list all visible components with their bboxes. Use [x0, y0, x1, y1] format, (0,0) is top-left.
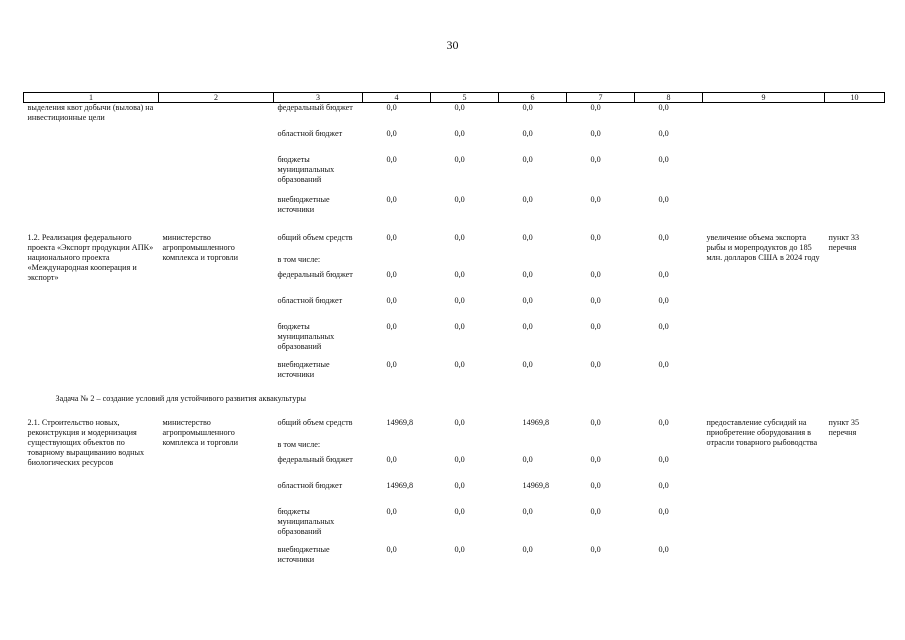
value-cell: 0,0	[386, 506, 397, 516]
funding-source: федеральный бюджет	[277, 269, 353, 279]
funding-source: федеральный бюджет	[277, 454, 353, 464]
value-cell: 0,0	[454, 128, 465, 138]
funding-source: областной бюджет	[277, 128, 343, 138]
reference-cell: пункт 35 перечня	[828, 417, 860, 437]
value-cell: 0,0	[454, 454, 465, 464]
value-cell: 0,0	[454, 321, 465, 331]
value-cell: 0,0	[454, 194, 465, 204]
funding-source: внебюджетные источники	[277, 544, 330, 564]
value-cell: 0,0	[590, 417, 601, 427]
value-cell: 0,0	[658, 295, 669, 305]
measure-title: 2.1. Строительство новых, реконструкция и модернизация существующих объектов по товарному выращиванию водных биологических ресурсов	[27, 417, 145, 467]
value-cell: 0,0	[386, 359, 397, 369]
value-cell: 0,0	[590, 321, 601, 331]
executor-cell	[159, 103, 274, 221]
value-cell: 0,0	[386, 295, 397, 305]
funding-source: общий объем средств	[277, 417, 353, 427]
value-cell: 0,0	[658, 269, 669, 279]
result-cell	[703, 103, 825, 221]
value-cell: 0,0	[522, 128, 533, 138]
task-row	[24, 382, 885, 418]
value-cell: 0,0	[522, 321, 533, 331]
task-heading: Задача № 2 – создание условий для устойчивого развития аквакультуры	[55, 393, 306, 403]
value-cell: 0,0	[454, 154, 465, 164]
value-cell: 0,0	[658, 128, 669, 138]
executor-cell: министерство агропромышленного комплекса и торговли	[162, 232, 239, 262]
value-cell: 0,0	[658, 321, 669, 331]
value-cell: 0,0	[590, 154, 601, 164]
value-cell: 0,0	[658, 506, 669, 516]
funding-source: внебюджетные источники	[277, 359, 330, 379]
value-cell: 14969,8	[522, 480, 550, 490]
reference-cell: пункт 33 перечня	[828, 232, 860, 252]
value-cell: 0,0	[522, 154, 533, 164]
value-cell: 0,0	[658, 103, 669, 112]
funding-source: бюджеты муниципальных образований	[277, 506, 335, 536]
value-cell: 0,0	[590, 103, 601, 112]
value-cell: 0,0	[590, 506, 601, 516]
funding-source: бюджеты муниципальных образований	[277, 154, 335, 184]
value-cell: 0,0	[590, 194, 601, 204]
value-cell: 0,0	[454, 480, 465, 490]
column-number: 2	[159, 93, 274, 103]
value-cell: 0,0	[522, 103, 533, 112]
value-cell: 0,0	[590, 295, 601, 305]
value-cell: 0,0	[658, 417, 669, 427]
column-number: 7	[567, 93, 635, 103]
value-cell: 0,0	[522, 454, 533, 464]
value-cell: 0,0	[386, 128, 397, 138]
value-cell: 0,0	[658, 480, 669, 490]
funding-source: федеральный бюджет	[277, 103, 353, 112]
value-cell: 0,0	[590, 359, 601, 369]
page-number: 30	[446, 38, 459, 52]
column-number: 5	[431, 93, 499, 103]
value-cell: 0,0	[454, 232, 465, 242]
funding-source: областной бюджет	[277, 295, 343, 305]
result-cell: предоставление субсидий на приобретение оборудования в отрасли товарного рыбоводства	[706, 417, 818, 447]
column-number: 10	[825, 93, 885, 103]
value-cell: 0,0	[590, 128, 601, 138]
measure-title: 1.2. Реализация федерального проекта «Экспорт продукции АПК» национального проекта «Международная кооперация и экспорт»	[27, 232, 154, 282]
funding-source: областной бюджет	[277, 480, 343, 490]
value-cell: 0,0	[454, 295, 465, 305]
funding-table	[23, 92, 885, 567]
value-cell: 0,0	[658, 154, 669, 164]
value-cell: 0,0	[386, 103, 397, 112]
value-cell: 0,0	[454, 359, 465, 369]
value-cell: 0,0	[658, 544, 669, 554]
executor-cell: министерство агропромышленного комплекса и торговли	[162, 417, 239, 447]
column-number: 6	[499, 93, 567, 103]
value-cell: 0,0	[454, 506, 465, 516]
value-cell: 0,0	[386, 154, 397, 164]
result-cell: увеличение объема экспорта рыбы и морепродуктов до 185 млн. долларов США в 2024 году	[706, 232, 820, 262]
including-label: в том числе:	[277, 254, 321, 264]
value-cell: 0,0	[590, 269, 601, 279]
value-cell: 0,0	[386, 321, 397, 331]
funding-source: бюджеты муниципальных образований	[277, 321, 335, 351]
value-cell: 0,0	[522, 269, 533, 279]
value-cell: 0,0	[454, 269, 465, 279]
value-cell: 0,0	[658, 232, 669, 242]
value-cell: 0,0	[590, 480, 601, 490]
value-cell: 0,0	[658, 359, 669, 369]
value-cell: 0,0	[522, 506, 533, 516]
value-cell: 0,0	[454, 544, 465, 554]
value-cell: 0,0	[590, 544, 601, 554]
value-cell: 14969,8	[386, 417, 414, 427]
value-cell: 0,0	[522, 544, 533, 554]
column-number: 3	[274, 93, 363, 103]
reference-cell	[825, 103, 885, 221]
value-cell: 0,0	[454, 417, 465, 427]
value-cell: 14969,8	[522, 417, 550, 427]
value-cell: 0,0	[454, 103, 465, 112]
table-row	[24, 103, 885, 129]
value-cell: 14969,8	[386, 480, 414, 490]
column-number: 9	[703, 93, 825, 103]
value-cell: 0,0	[386, 269, 397, 279]
measure-title: выделения квот добычи (вылова) на инвестиционные цели	[27, 103, 154, 122]
column-number-header	[24, 93, 885, 103]
value-cell: 0,0	[658, 194, 669, 204]
column-number: 1	[24, 93, 159, 103]
value-cell: 0,0	[522, 194, 533, 204]
value-cell: 0,0	[386, 454, 397, 464]
value-cell: 0,0	[590, 454, 601, 464]
funding-source: внебюджетные источники	[277, 194, 330, 214]
column-number: 4	[363, 93, 431, 103]
table-row	[24, 418, 885, 440]
value-cell: 0,0	[522, 359, 533, 369]
column-number: 8	[635, 93, 703, 103]
value-cell: 0,0	[386, 194, 397, 204]
value-cell: 0,0	[590, 232, 601, 242]
value-cell: 0,0	[658, 454, 669, 464]
funding-source: общий объем средств	[277, 232, 353, 242]
value-cell: 0,0	[386, 232, 397, 242]
value-cell: 0,0	[522, 232, 533, 242]
value-cell: 0,0	[522, 295, 533, 305]
table-row	[24, 233, 885, 255]
value-cell: 0,0	[386, 544, 397, 554]
including-label: в том числе:	[277, 439, 321, 449]
